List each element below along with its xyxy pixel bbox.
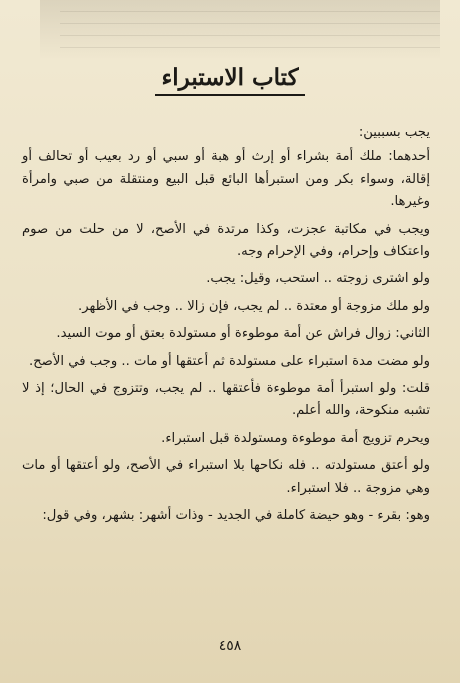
paragraph-qultu: قلت: ولو استبرأ أمة موطوءة فأعتقها .. لم يجب، وتتزوج في الحال؛ إذ لا تشبه منكوحة، والله أعلم.	[22, 381, 430, 419]
paragraph-prohibition: ويحرم تزويج أمة موطوءة ومستولدة قبل استبراء.	[161, 430, 430, 446]
chapter-title: كتاب الاستبراء	[155, 64, 304, 96]
paragraph-second-cause: الثاني: زوال فراش عن أمة موطوءة أو مستولدة بعتق أو موت السيد.	[56, 326, 430, 342]
paragraph-manumission: ولو أعتق مستولدته .. فله نكاحها بلا استبراء في الأصح، ولو أعتقها أو مات وهي مزوجة .. فلا استبراء.	[22, 458, 430, 496]
paragraph-first-cause: أحدهما: ملك أمة بشراء أو إرث أو هبة أو سبي أو رد بعيب أو تحالف أو إقالة، وسواء بكر ومن استبرأها البائع قبل البيع ومنتقلة من صبي وامرأة وغيرها.	[22, 149, 430, 210]
chapter-body	[22, 122, 430, 533]
paragraph-buying-wife: ولو اشترى زوجته .. استحب، وقيل: يجب.	[206, 271, 430, 287]
paragraph-intro: يجب بسببين:	[358, 125, 430, 140]
chapter-heading	[0, 64, 460, 96]
paragraph-married-slave: ولو ملك مزوجة أو معتدة .. لم يجب، فإن زالا .. وجب في الأظهر.	[78, 298, 430, 314]
paragraph-definition: وهو: بقرء - وهو حيضة كاملة في الجديد - وذات أشهر: بشهر، وفي قول:	[42, 508, 430, 524]
page-number: ٤٥٨	[218, 638, 242, 654]
bleed-through-shadow	[60, 8, 440, 48]
paragraph-mukataba: ويجب في مكاتبة عجزت، وكذا مرتدة في الأصح، لا من حلت من صوم واعتكاف وإحرام، وفي الإحرام وجه.	[22, 221, 430, 260]
paragraph-elapsed-period: ولو مضت مدة استبراء على مستولدة ثم أعتقها أو مات .. وجب في الأصح.	[28, 353, 430, 369]
